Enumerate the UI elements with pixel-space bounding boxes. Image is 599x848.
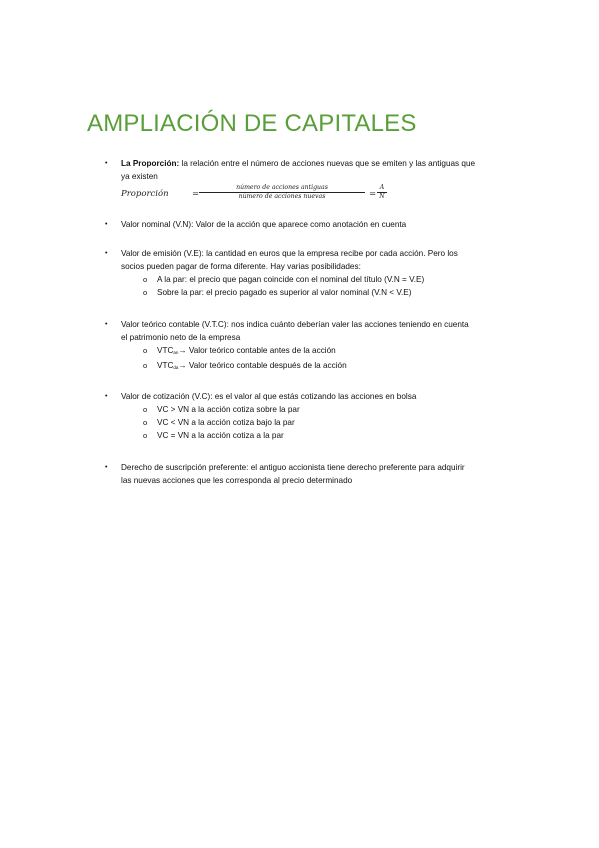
valor-nominal-text: Valor nominal (V.N): Valor de la acción que aparece como anotación en cuenta: [121, 220, 407, 229]
list-item-valor-cotizacion: [105, 390, 525, 442]
list-item-derecho-suscripcion: [105, 461, 525, 487]
sub-bullet-icon: o: [143, 346, 148, 355]
formula-denominator: número de acciones nuevas: [238, 193, 326, 200]
page-title: AMPLIACIÓN DE CAPITALES: [87, 110, 417, 137]
bullet-icon: •: [105, 321, 108, 328]
vtc-subscript: an: [173, 350, 179, 355]
sub-item-text: → Valor teórico contable después de la acción: [178, 361, 347, 370]
sub-bullet-icon: o: [143, 288, 148, 297]
sub-bullet-icon: o: [143, 418, 148, 427]
sub-item-text: Sobre la par: el precio pagado es superior al valor nominal (V.N < V.E): [157, 288, 412, 297]
list-item-proporcion: [105, 157, 525, 206]
sub-list-item: [105, 286, 525, 299]
proporcion-text-cont: ya existen: [121, 172, 158, 181]
sub-list-item: [105, 429, 525, 442]
sub-bullet-icon: o: [143, 405, 148, 414]
sub-item-text: VC > VN a la acción cotiza sobre la par: [157, 405, 300, 414]
sub-list-item: [105, 344, 525, 359]
bullet-icon: •: [105, 393, 108, 400]
formula-numerator-2: A: [377, 184, 387, 193]
sub-bullet-icon: o: [143, 275, 148, 284]
proporcion-text: la relación entre el número de acciones nuevas que se emiten y las antiguas que: [179, 159, 476, 168]
valor-emision-text-cont: socios pueden pagar de forma diferente. Hay varias posibilidades:: [121, 262, 361, 271]
list-item-valor-teorico: [105, 318, 525, 374]
sub-bullet-icon: o: [143, 431, 148, 440]
sub-list-item: [105, 403, 525, 416]
sub-list-item: [105, 273, 525, 286]
sub-list-item: [105, 359, 525, 374]
bullet-icon: •: [105, 160, 108, 167]
sub-item-text: → Valor teórico contable antes de la acción: [178, 346, 336, 355]
vtc-subscript: da: [173, 365, 179, 370]
derecho-text: Derecho de suscripción preferente: el antiguo accionista tiene derecho preferente para adquirir: [121, 463, 465, 472]
sub-item-text: VC < VN a la acción cotiza bajo la par: [157, 418, 295, 427]
list-item-valor-nominal: [105, 218, 525, 231]
valor-cotizacion-text: Valor de cotización (V.C): es el valor al que estás cotizando las acciones en bolsa: [121, 392, 417, 401]
valor-teorico-text: Valor teórico contable (V.T.C): nos indica cuánto deberían valer las acciones teniendo en cuenta: [121, 320, 469, 329]
derecho-text-cont: las nuevas acciones que les corresponda al precio determinado: [121, 476, 353, 485]
formula-numerator: número de acciones antiguas: [199, 184, 365, 193]
vtc-label: VTC: [157, 361, 174, 370]
valor-emision-text: Valor de emisión (V.E): la cantidad en euros que la empresa recibe por cada acción. Pero los: [121, 249, 458, 258]
sub-item-text: A la par: el precio que pagan coincide con el nominal del título (V.N = V.E): [157, 275, 425, 284]
proporcion-formula: [105, 184, 525, 206]
sub-list-item: [105, 416, 525, 429]
formula-fraction-2: [377, 184, 387, 201]
valor-teorico-text-cont: el patrimonio neto de la empresa: [121, 333, 241, 342]
bullet-icon: •: [105, 464, 108, 471]
formula-denominator-2: N: [379, 193, 385, 200]
formula-equals-2: =: [369, 189, 377, 199]
formula-lhs: Proporción: [121, 189, 169, 199]
vtc-label: VTC: [157, 346, 174, 355]
sub-bullet-icon: o: [143, 361, 148, 370]
bullet-icon: •: [105, 250, 108, 257]
formula-equals: =: [192, 189, 200, 199]
proporcion-label: La Proporción:: [121, 159, 180, 168]
list-item-valor-emision: [105, 247, 525, 299]
sub-item-text: VC = VN a la acción cotiza a la par: [157, 431, 284, 440]
formula-fraction: [199, 184, 365, 201]
bullet-icon: •: [105, 221, 108, 228]
